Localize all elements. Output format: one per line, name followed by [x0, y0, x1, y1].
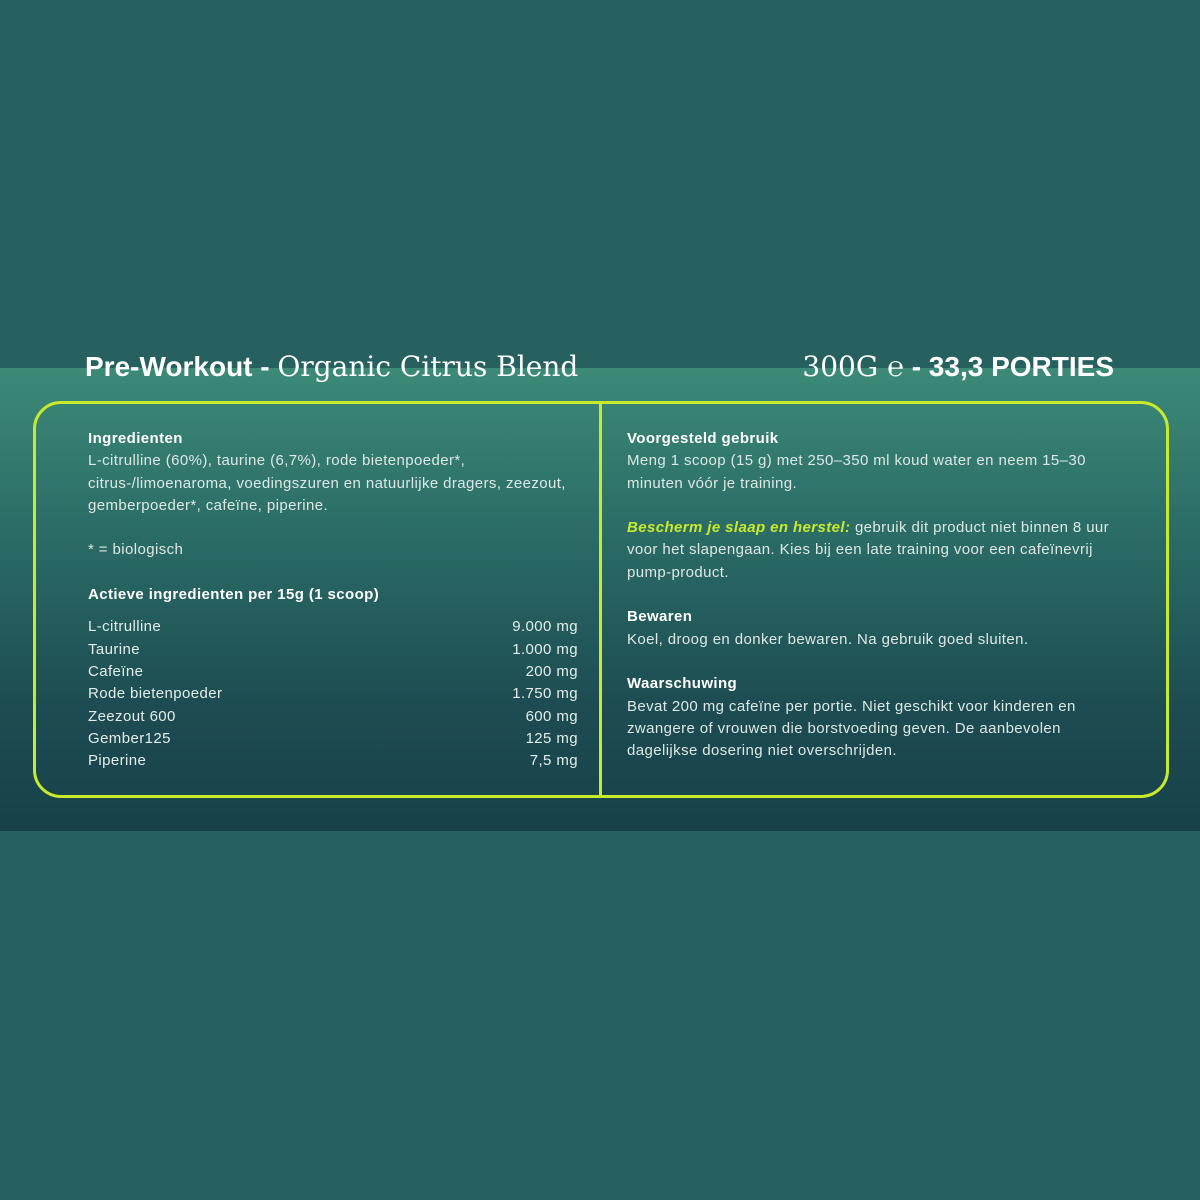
net-weight: 300G ℮: [802, 350, 904, 383]
product-quantity: [802, 350, 1114, 384]
warning-line: zwangere of vrouwen die borstvoeding geven. De aanbevolen: [627, 719, 1061, 737]
right-column: [627, 404, 1127, 762]
table-row: [88, 639, 578, 661]
storage-text: Koel, droog en donker bewaren. Na gebruik goed sluiten.: [627, 630, 1029, 648]
label-band: [0, 350, 1200, 831]
product-header: [0, 350, 1200, 382]
sleep-line: pump-product.: [627, 563, 729, 581]
active-ingredients-heading: Actieve ingredienten per 15g (1 scoop): [88, 586, 380, 604]
ingredient-name: Rode bietenpoeder: [88, 685, 223, 703]
storage-heading: Bewaren: [627, 608, 693, 626]
ingredient-name: Piperine: [88, 752, 147, 770]
table-row: [88, 616, 578, 638]
ingredient-amount: 600 mg: [525, 707, 578, 725]
sleep-line: gebruik dit product niet binnen 8 uur: [850, 519, 1110, 537]
ingredients-heading: Ingredienten: [88, 430, 183, 447]
table-row: [88, 706, 578, 728]
warning-line: Bevat 200 mg cafeïne per portie. Niet geschikt voor kinderen en: [627, 697, 1076, 715]
portion-count: - 33,3 PORTIES: [903, 351, 1114, 382]
ingredient-name: Zeezout 600: [88, 707, 176, 725]
table-row: [88, 750, 578, 772]
info-panel: [33, 401, 1169, 798]
organic-note: * = biologisch: [88, 541, 184, 559]
table-row: [88, 661, 578, 683]
ingredient-name: L-citrulline: [88, 618, 162, 636]
sleep-notice: [627, 517, 1127, 539]
ingredients-line: gemberpoeder*, cafeïne, piperine.: [88, 496, 329, 514]
warning-heading: Waarschuwing: [627, 675, 738, 693]
active-ingredients-table: [88, 616, 578, 772]
warning-line: dagelijkse dosering niet overschrijden.: [627, 742, 897, 760]
ingredient-amount: 1.750 mg: [512, 685, 578, 703]
panel-divider: [599, 404, 602, 795]
sleep-accent: Bescherm je slaap en herstel:: [627, 519, 851, 537]
ingredient-name: Cafeïne: [88, 662, 144, 680]
left-column: [88, 404, 578, 772]
ingredients-line: citrus-/limoenaroma, voedingszuren en natuurlijke dragers, zeezout,: [88, 474, 566, 492]
usage-line: Meng 1 scoop (15 g) met 250–350 ml koud water en neem 15–30: [627, 452, 1086, 470]
product-name: Pre-Workout -: [85, 351, 278, 382]
usage-heading: Voorgesteld gebruik: [627, 430, 779, 447]
sleep-line: voor het slapengaan. Kies bij een late training voor een cafeïnevrij: [627, 541, 1093, 559]
ingredient-amount: 1.000 mg: [512, 640, 578, 658]
ingredient-amount: 9.000 mg: [512, 618, 578, 636]
table-row: [88, 683, 578, 705]
product-variant: Organic Citrus Blend: [277, 350, 579, 383]
usage-line: minuten vóór je training.: [627, 474, 798, 492]
ingredient-amount: 125 mg: [525, 729, 578, 747]
product-title: [85, 350, 578, 383]
table-row: [88, 728, 578, 750]
ingredient-name: Taurine: [88, 640, 140, 658]
ingredient-amount: 7,5 mg: [529, 752, 578, 770]
ingredient-amount: 200 mg: [525, 662, 578, 680]
ingredients-line: L-citrulline (60%), taurine (6,7%), rode bietenpoeder*,: [88, 452, 466, 470]
ingredient-name: Gember125: [88, 729, 171, 747]
